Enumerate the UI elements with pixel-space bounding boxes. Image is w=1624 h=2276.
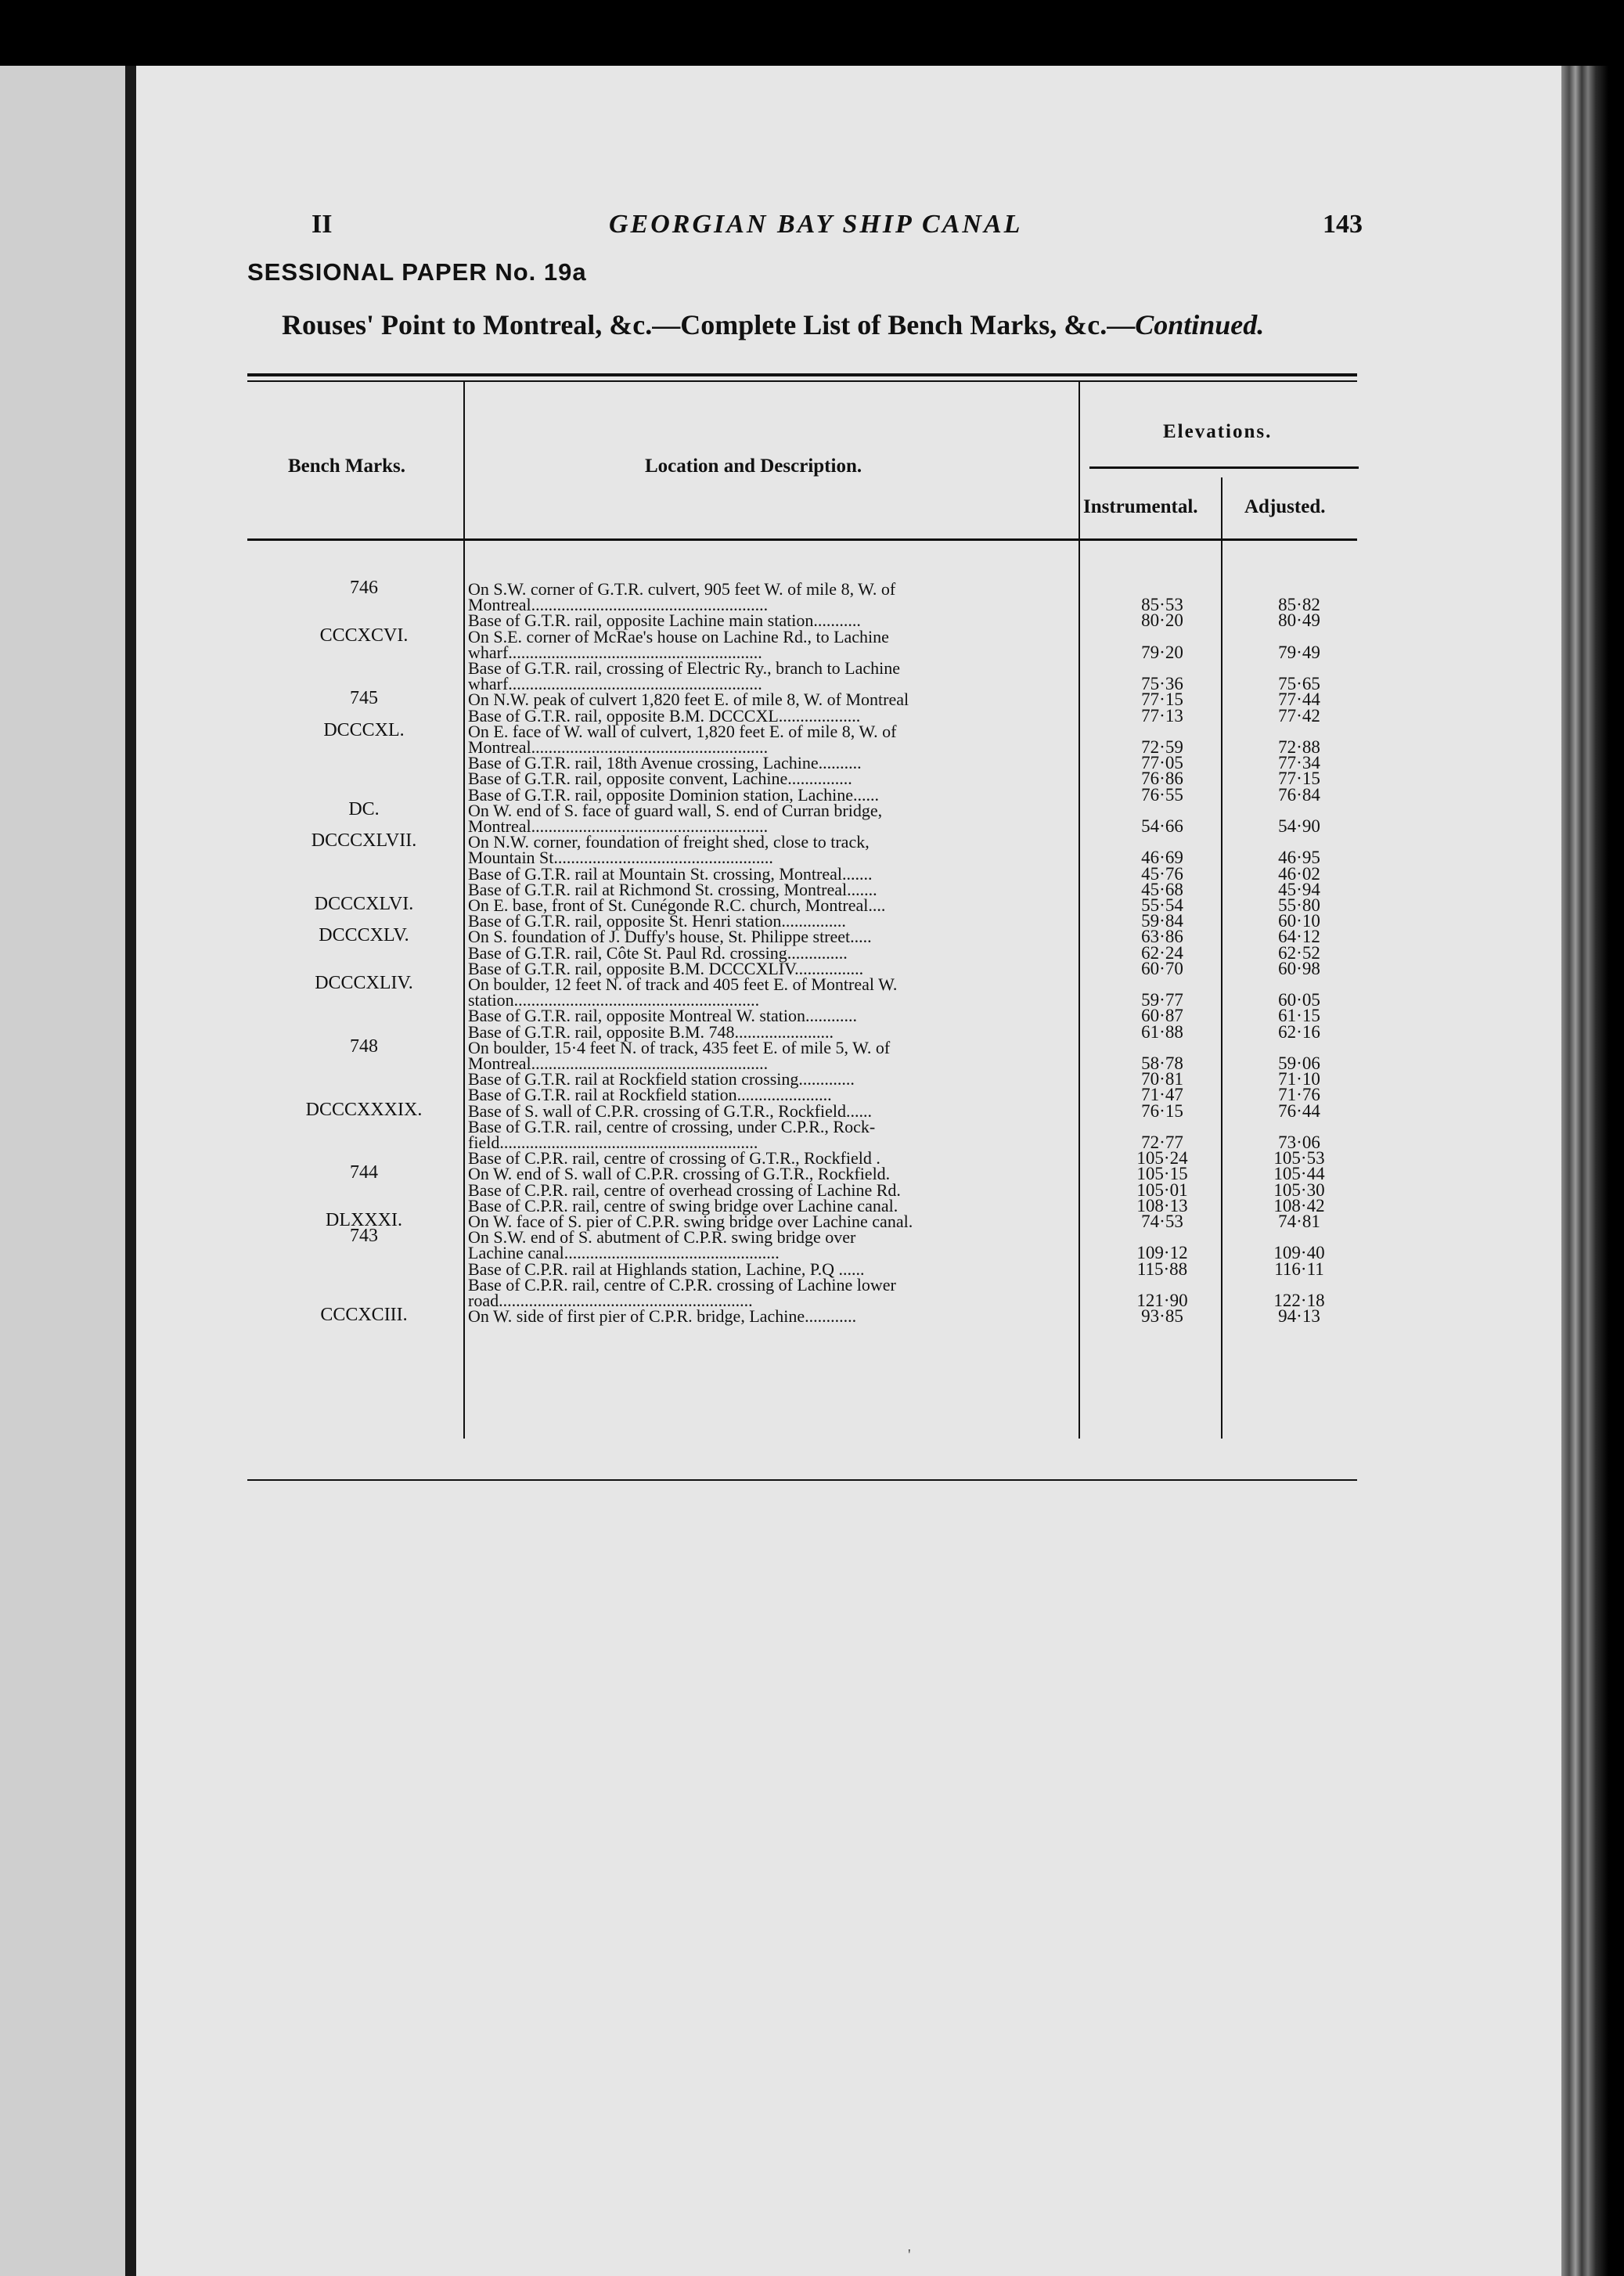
table-row: [0, 958, 1624, 978]
table-row: [0, 1210, 1624, 1231]
table-row: [0, 595, 1624, 615]
table-row: [0, 1148, 1624, 1169]
instrumental-cell: 55·54: [1141, 895, 1183, 915]
description-cell: On E. base, front of St. Cunégonde R.C. church, Montreal....: [468, 895, 886, 915]
table-row: [0, 705, 1624, 726]
instrumental-cell: 76·55: [1141, 784, 1183, 805]
table-row: [0, 1291, 1624, 1310]
description-cell: On W. end of S. wall of C.P.R. crossing of G.T.R., Rockfield.: [468, 1164, 891, 1184]
description-cell: Base of C.P.R. rail, centre of crossing of G.T.R., Rockfield .: [468, 1148, 880, 1169]
description-cell: field............................................................: [468, 1133, 758, 1152]
table-row: [0, 769, 1624, 789]
description-cell: On S.W. end of S. abutment of C.P.R. swing bridge over: [468, 1227, 856, 1248]
table-row: [0, 1179, 1624, 1200]
description-cell: Base of G.T.R. rail, opposite B.M. DCCCXL...................: [468, 705, 861, 726]
bench-mark-cell: DC.: [348, 798, 380, 819]
table-row: [0, 1035, 1624, 1057]
instrumental-cell: 59·77: [1141, 990, 1183, 1010]
bench-mark-cell: DCCCXLVI.: [314, 894, 414, 914]
table-row: [0, 848, 1624, 868]
table-row: [0, 784, 1624, 805]
adjusted-cell: 85·82: [1278, 595, 1320, 615]
table-row: [0, 911, 1624, 931]
table-row: [0, 625, 1624, 646]
bench-mark-cell: DCCCXLV.: [319, 925, 409, 946]
running-title: GEORGIAN BAY SHIP CANAL: [609, 210, 1023, 239]
bench-mark-cell: 743: [350, 1226, 378, 1247]
table-row: [0, 1053, 1624, 1073]
table-row: [0, 753, 1624, 773]
instrumental-cell: 77·15: [1141, 690, 1183, 710]
bench-mark-cell: 748: [350, 1035, 378, 1057]
bench-mark-cell: DCCCXLIV.: [315, 973, 413, 993]
table-title: [282, 308, 1264, 341]
adjusted-cell: 105·44: [1273, 1164, 1325, 1184]
instrumental-cell: 60·87: [1141, 1006, 1183, 1026]
instrumental-cell: 77·05: [1141, 753, 1183, 773]
description-cell: station.........................................................: [468, 990, 760, 1010]
description-cell: On W. end of S. face of guard wall, S. end of Curran bridge,: [468, 800, 883, 820]
description-cell: Base of G.T.R. rail at Rockfield station crossing.............: [468, 1069, 855, 1089]
bench-mark-cell: DLXXXI.: [326, 1210, 402, 1230]
instrumental-cell: 76·86: [1141, 769, 1183, 789]
description-cell: Base of S. wall of C.P.R. crossing of G.T.R., Rockfield......: [468, 1100, 872, 1121]
adjusted-cell: 64·12: [1278, 927, 1320, 947]
description-cell: Base of G.T.R. rail, opposite B.M. DCCCXLIV................: [468, 958, 864, 978]
description-cell: On boulder, 12 feet N. of track and 405 feet E. of Montreal W.: [468, 974, 898, 994]
description-cell: Base of G.T.R. rail, opposite B.M. 748.......................: [468, 1021, 834, 1042]
adjusted-cell: 76·84: [1278, 784, 1320, 805]
adjusted-cell: 60·05: [1278, 990, 1320, 1010]
instrumental-cell: 79·20: [1141, 642, 1183, 662]
instrumental-cell: 109·12: [1136, 1243, 1188, 1263]
description-cell: On S.E. corner of McRae's house on Lachine Rd., to Lachine: [468, 626, 889, 646]
description-cell: On W. face of S. pier of C.P.R. swing bridge over Lachine canal.: [468, 1212, 913, 1231]
adjusted-cell: 109·40: [1273, 1243, 1325, 1263]
instrumental-cell: 45·68: [1141, 879, 1183, 899]
table-row: [0, 798, 1624, 820]
adjusted-cell: 116·11: [1274, 1259, 1324, 1279]
table-row: [0, 1226, 1624, 1248]
table-row: [0, 642, 1624, 662]
table-row: [0, 1006, 1624, 1026]
table-row: [0, 1274, 1624, 1295]
description-cell: On N.W. peak of culvert 1,820 feet E. of mile 8, W. of Montreal: [468, 690, 909, 710]
bench-mark-cell: DCCCXXXIX.: [305, 1099, 423, 1120]
table-bottom-rule: [247, 1479, 1357, 1481]
description-cell: Base of G.T.R. rail, crossing of Electric Ry., branch to Lachine: [468, 658, 900, 678]
table-row: [0, 816, 1624, 836]
instrumental-cell: 70·81: [1141, 1069, 1183, 1089]
header-bottom-rule: [247, 538, 1357, 541]
sessional-paper-label: SESSIONAL PAPER No. 19a: [247, 258, 587, 286]
description-cell: Base of G.T.R. rail, 18th Avenue crossing, Lachine..........: [468, 753, 862, 773]
description-cell: On boulder, 15·4 feet N. of track, 435 feet E. of mile 5, W. of: [468, 1037, 891, 1057]
description-cell: Base of G.T.R. rail at Richmond St. crossing, Montreal.......: [468, 879, 877, 899]
table-row: [0, 973, 1624, 994]
adjusted-cell: 75·65: [1278, 674, 1320, 694]
adjusted-cell: 108·42: [1273, 1195, 1325, 1215]
instrumental-cell: 71·47: [1141, 1085, 1183, 1105]
adjusted-cell: 60·10: [1278, 911, 1320, 931]
instrumental-cell: 58·78: [1141, 1053, 1183, 1073]
elevations-rule: [1089, 466, 1359, 469]
description-cell: On E. face of W. wall of culvert, 1,820 feet E. of mile 8, W. of: [468, 721, 897, 741]
adjusted-cell: 94·13: [1278, 1306, 1320, 1327]
bench-mark-cell: 746: [350, 578, 378, 598]
instrumental-cell: 77·13: [1141, 705, 1183, 726]
table-row: [0, 1085, 1624, 1105]
bench-mark-cell: DCCCXL.: [323, 719, 405, 740]
adjusted-cell: 77·15: [1278, 769, 1320, 789]
bench-mark-cell: DCCCXLVII.: [311, 830, 417, 852]
table-row: [0, 1133, 1624, 1152]
adjusted-cell: 79·49: [1278, 642, 1320, 662]
table-row: [0, 879, 1624, 899]
adjusted-cell: 122·18: [1273, 1291, 1325, 1310]
adjusted-cell: 77·44: [1278, 690, 1320, 710]
table-row: [0, 863, 1624, 884]
table-row: [0, 942, 1624, 963]
instrumental-cell: 54·66: [1141, 816, 1183, 836]
adjusted-cell: 62·52: [1278, 942, 1320, 963]
instrumental-cell: 115·88: [1136, 1259, 1188, 1279]
bench-mark-cell: CCCXCIII.: [320, 1305, 408, 1326]
description-cell: Base of G.T.R. rail, opposite Dominion station, Lachine......: [468, 784, 880, 805]
description-cell: Base of G.T.R. rail, centre of crossing, under C.P.R., Rock-: [468, 1116, 876, 1136]
adjusted-cell: 77·42: [1278, 705, 1320, 726]
instrumental-cell: 121·90: [1136, 1291, 1188, 1310]
description-cell: wharf...........................................................: [468, 674, 762, 694]
description-cell: On S.W. corner of G.T.R. culvert, 905 feet W. of mile 8, W. of: [468, 579, 896, 599]
instrumental-cell: 60·70: [1141, 958, 1183, 978]
adjusted-cell: 76·44: [1278, 1100, 1320, 1121]
instrumental-cell: 80·20: [1141, 610, 1183, 631]
bench-mark-cell: 744: [350, 1162, 378, 1183]
description-cell: Base of G.T.R. rail, Côte St. Paul Rd. crossing..............: [468, 942, 848, 963]
scan-mark: ': [908, 2246, 911, 2263]
description-cell: road...........................................................: [468, 1291, 753, 1310]
description-cell: Base of G.T.R. rail, opposite Lachine main station...........: [468, 610, 861, 631]
table-row: [0, 1099, 1624, 1121]
table-title-continued: Continued.: [1135, 309, 1265, 340]
table-row: [0, 688, 1624, 710]
table-top-rule-thin: [247, 380, 1357, 382]
description-cell: On W. side of first pier of C.P.R. bridge, Lachine............: [468, 1306, 857, 1327]
adjusted-cell: 72·88: [1278, 737, 1320, 757]
adjusted-cell: 45·94: [1278, 879, 1320, 899]
instrumental-cell: 93·85: [1141, 1306, 1183, 1327]
table-row: [0, 1162, 1624, 1184]
instrumental-cell: 72·59: [1141, 737, 1183, 757]
description-cell: Base of C.P.R. rail, centre of C.P.R. crossing of Lachine lower: [468, 1274, 896, 1295]
description-cell: Montreal.......................................................: [468, 595, 769, 615]
instrumental-cell: 59·84: [1141, 911, 1183, 931]
adjusted-cell: 105·30: [1273, 1179, 1325, 1200]
instrumental-cell: 46·69: [1141, 848, 1183, 868]
adjusted-cell: 71·76: [1278, 1085, 1320, 1105]
adjusted-cell: 105·53: [1273, 1148, 1325, 1169]
adjusted-cell: 59·06: [1278, 1053, 1320, 1073]
description-cell: On N.W. corner, foundation of freight shed, close to track,: [468, 832, 870, 852]
adjusted-cell: 60·98: [1278, 958, 1320, 978]
table-row: [0, 1259, 1624, 1279]
description-cell: On S. foundation of J. Duffy's house, St. Philippe street.....: [468, 927, 872, 947]
description-cell: Base of G.T.R. rail, opposite convent, Lachine...............: [468, 769, 852, 789]
volume-number: II: [311, 210, 333, 239]
instrumental-cell: 105·24: [1136, 1148, 1188, 1169]
description-cell: Base of C.P.R. rail at Highlands station, Lachine, P.Q ......: [468, 1259, 865, 1279]
table-row: [0, 1305, 1624, 1327]
adjusted-cell: 46·95: [1278, 848, 1320, 868]
description-cell: Montreal.......................................................: [468, 1053, 769, 1073]
page-number: 143: [1323, 210, 1363, 239]
header-adjusted: Adjusted.: [1244, 496, 1326, 517]
instrumental-cell: 74·53: [1141, 1212, 1183, 1231]
table-top-rule: [247, 373, 1357, 376]
bench-mark-cell: 745: [350, 688, 378, 709]
header-location: Location and Description.: [645, 456, 862, 477]
table-row: [0, 1243, 1624, 1263]
adjusted-cell: 54·90: [1278, 816, 1320, 836]
table-row: [0, 737, 1624, 757]
description-cell: Lachine canal..................................................: [468, 1243, 780, 1263]
table-title-main: Rouses' Point to Montreal, &c.—Complete List of Bench Marks, &c.—: [282, 309, 1136, 340]
description-cell: Base of G.T.R. rail, opposite Montreal W. station............: [468, 1006, 857, 1026]
adjusted-cell: 46·02: [1278, 863, 1320, 884]
description-cell: Base of C.P.R. rail, centre of overhead crossing of Lachine Rd.: [468, 1179, 901, 1200]
bench-mark-cell: CCCXCVI.: [319, 625, 409, 646]
description-cell: wharf...........................................................: [468, 642, 762, 662]
instrumental-cell: 85·53: [1141, 595, 1183, 615]
adjusted-cell: 55·80: [1278, 895, 1320, 915]
description-cell: Base of C.P.R. rail, centre of swing bridge over Lachine canal.: [468, 1195, 898, 1215]
instrumental-cell: 72·77: [1141, 1133, 1183, 1152]
table-row: [0, 894, 1624, 915]
table-row: [0, 578, 1624, 599]
description-cell: Mountain St...................................................: [468, 848, 773, 868]
header-instrumental: Instrumental.: [1083, 496, 1198, 517]
instrumental-cell: 75·36: [1141, 674, 1183, 694]
adjusted-cell: 80·49: [1278, 610, 1320, 631]
instrumental-cell: 76·15: [1141, 1100, 1183, 1121]
description-cell: Base of G.T.R. rail at Rockfield station......................: [468, 1085, 832, 1105]
header-elevations: Elevations.: [1163, 421, 1273, 442]
table-row: [0, 674, 1624, 694]
instrumental-cell: 61·88: [1141, 1021, 1183, 1042]
table-row: [0, 1195, 1624, 1215]
instrumental-cell: 108·13: [1136, 1195, 1188, 1215]
instrumental-cell: 105·15: [1136, 1164, 1188, 1184]
table-row: [0, 1069, 1624, 1089]
instrumental-cell: 62·24: [1141, 942, 1183, 963]
description-cell: Montreal.......................................................: [468, 816, 769, 836]
description-cell: Montreal.......................................................: [468, 737, 769, 757]
table-row: [0, 990, 1624, 1010]
instrumental-cell: 63·86: [1141, 927, 1183, 947]
adjusted-cell: 71·10: [1278, 1069, 1320, 1089]
description-cell: Base of G.T.R. rail at Mountain St. crossing, Montreal.......: [468, 863, 873, 884]
description-cell: Base of G.T.R. rail, opposite St. Henri station...............: [468, 911, 846, 931]
table-row: [0, 610, 1624, 631]
adjusted-cell: 61·15: [1278, 1006, 1320, 1026]
table-row: [0, 1021, 1624, 1042]
table-row: [0, 830, 1624, 852]
table-row: [0, 925, 1624, 947]
instrumental-cell: 105·01: [1136, 1179, 1188, 1200]
table-row: [0, 658, 1624, 678]
adjusted-cell: 62·16: [1278, 1021, 1320, 1042]
adjusted-cell: 73·06: [1278, 1133, 1320, 1152]
table-row: [0, 1116, 1624, 1136]
adjusted-cell: 77·34: [1278, 753, 1320, 773]
header-bench-marks: Bench Marks.: [288, 456, 405, 477]
adjusted-cell: 74·81: [1278, 1212, 1320, 1231]
instrumental-cell: 45·76: [1141, 863, 1183, 884]
table-row: [0, 719, 1624, 741]
